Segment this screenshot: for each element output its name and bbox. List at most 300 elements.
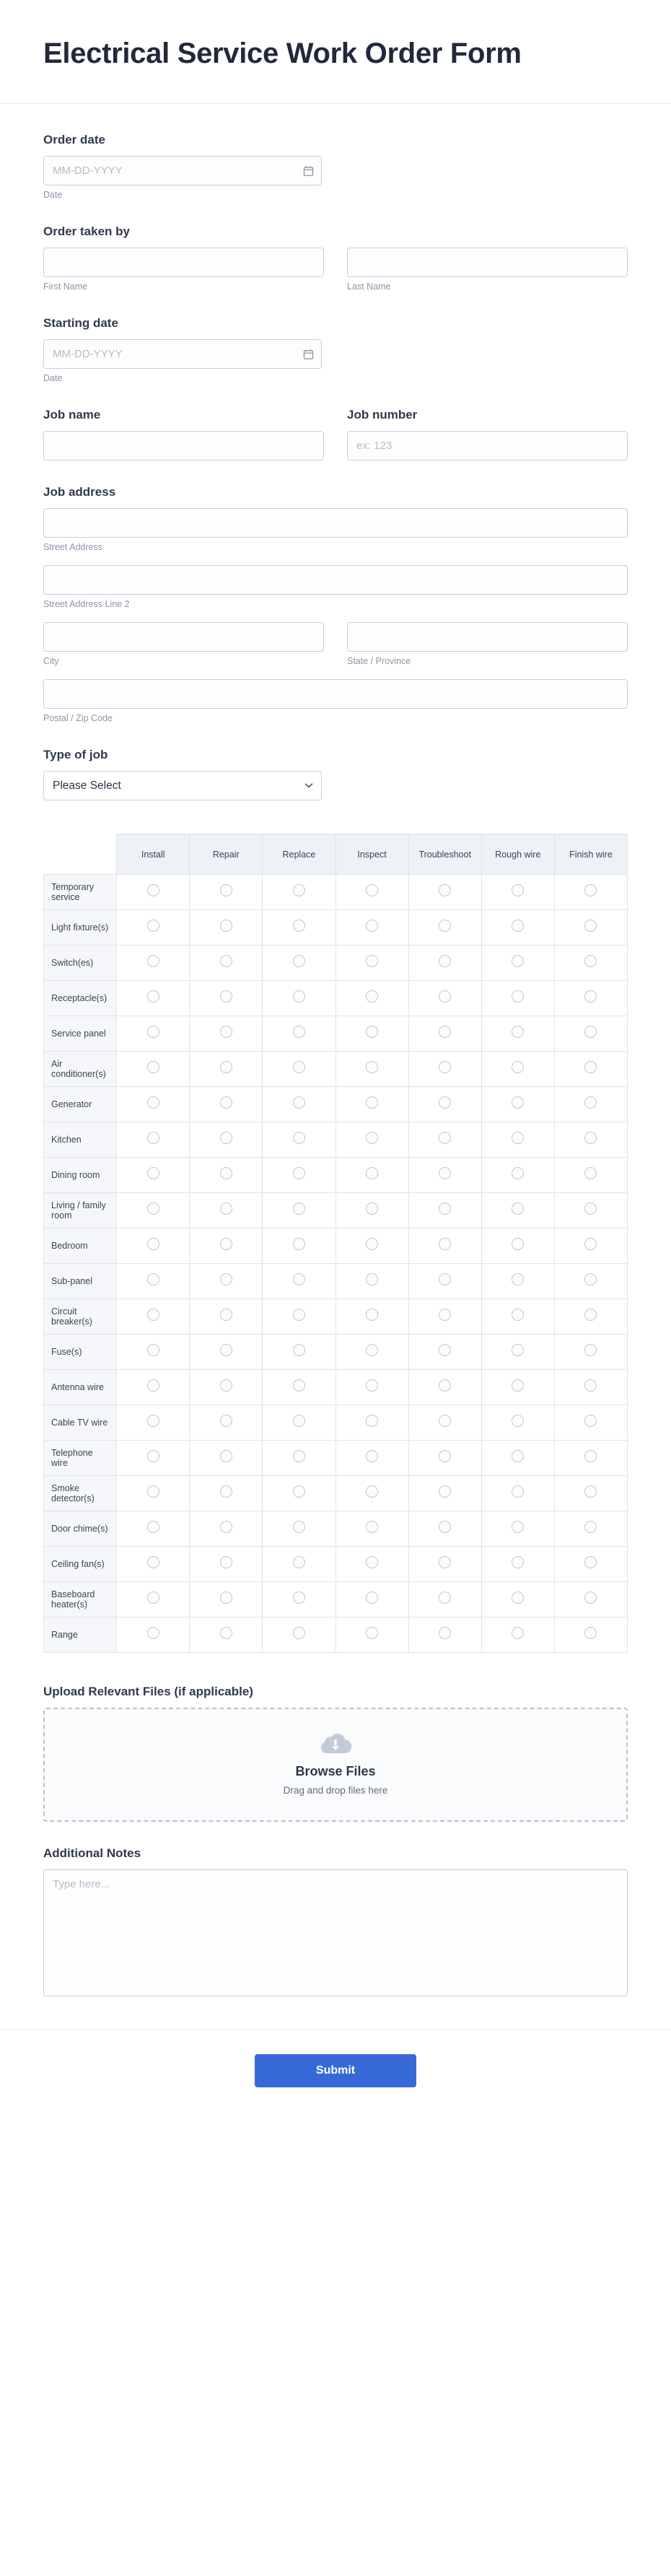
matrix-cell[interactable] <box>190 1299 263 1335</box>
radio-button[interactable] <box>512 1592 524 1604</box>
radio-button[interactable] <box>147 1592 159 1604</box>
additional-notes-textarea[interactable] <box>43 1869 628 1996</box>
matrix-cell[interactable] <box>336 1511 408 1547</box>
radio-button[interactable] <box>220 1450 232 1462</box>
radio-button[interactable] <box>220 1379 232 1392</box>
radio-button[interactable] <box>584 1521 597 1533</box>
matrix-cell[interactable] <box>408 1052 481 1087</box>
matrix-cell[interactable] <box>554 1617 627 1653</box>
matrix-cell[interactable] <box>190 1511 263 1547</box>
matrix-cell[interactable] <box>408 1087 481 1122</box>
radio-button[interactable] <box>366 1238 378 1250</box>
radio-button[interactable] <box>512 1096 524 1109</box>
matrix-cell[interactable] <box>408 1335 481 1370</box>
radio-button[interactable] <box>293 1344 305 1356</box>
radio-button[interactable] <box>293 1061 305 1073</box>
radio-button[interactable] <box>584 1202 597 1215</box>
matrix-cell[interactable] <box>190 1193 263 1228</box>
matrix-cell[interactable] <box>554 1052 627 1087</box>
matrix-cell[interactable] <box>336 1193 408 1228</box>
matrix-cell[interactable] <box>190 1547 263 1582</box>
matrix-cell[interactable] <box>336 1264 408 1299</box>
matrix-cell[interactable] <box>481 1441 554 1476</box>
radio-button[interactable] <box>293 1627 305 1639</box>
radio-button[interactable] <box>584 990 597 1003</box>
matrix-cell[interactable] <box>117 1016 190 1052</box>
matrix-cell[interactable] <box>481 1193 554 1228</box>
radio-button[interactable] <box>512 1415 524 1427</box>
radio-button[interactable] <box>366 1521 378 1533</box>
radio-button[interactable] <box>584 1132 597 1144</box>
matrix-cell[interactable] <box>408 1476 481 1511</box>
matrix-cell[interactable] <box>336 1617 408 1653</box>
radio-button[interactable] <box>147 955 159 967</box>
radio-button[interactable] <box>147 920 159 932</box>
radio-button[interactable] <box>439 1096 451 1109</box>
matrix-cell[interactable] <box>336 1052 408 1087</box>
radio-button[interactable] <box>584 884 597 896</box>
radio-button[interactable] <box>293 955 305 967</box>
first-name-input[interactable] <box>43 248 324 277</box>
matrix-cell[interactable] <box>190 1405 263 1441</box>
matrix-cell[interactable] <box>481 981 554 1016</box>
matrix-cell[interactable] <box>481 1052 554 1087</box>
radio-button[interactable] <box>439 1061 451 1073</box>
radio-button[interactable] <box>584 1485 597 1498</box>
radio-button[interactable] <box>584 1592 597 1604</box>
matrix-cell[interactable] <box>481 946 554 981</box>
radio-button[interactable] <box>512 1556 524 1568</box>
matrix-cell[interactable] <box>481 910 554 946</box>
radio-button[interactable] <box>293 1167 305 1179</box>
matrix-cell[interactable] <box>554 946 627 981</box>
matrix-cell[interactable] <box>554 1582 627 1617</box>
matrix-cell[interactable] <box>117 1370 190 1405</box>
radio-button[interactable] <box>439 990 451 1003</box>
radio-button[interactable] <box>366 920 378 932</box>
matrix-cell[interactable] <box>336 1476 408 1511</box>
radio-button[interactable] <box>366 1592 378 1604</box>
radio-button[interactable] <box>366 1132 378 1144</box>
matrix-cell[interactable] <box>554 981 627 1016</box>
matrix-cell[interactable] <box>481 1264 554 1299</box>
radio-button[interactable] <box>512 884 524 896</box>
matrix-cell[interactable] <box>263 1582 336 1617</box>
matrix-cell[interactable] <box>481 1617 554 1653</box>
radio-button[interactable] <box>147 1485 159 1498</box>
radio-button[interactable] <box>439 1132 451 1144</box>
radio-button[interactable] <box>439 1521 451 1533</box>
radio-button[interactable] <box>293 1132 305 1144</box>
radio-button[interactable] <box>147 1309 159 1321</box>
matrix-cell[interactable] <box>190 1087 263 1122</box>
radio-button[interactable] <box>220 1309 232 1321</box>
radio-button[interactable] <box>293 1238 305 1250</box>
matrix-cell[interactable] <box>117 1087 190 1122</box>
radio-button[interactable] <box>584 1309 597 1321</box>
radio-button[interactable] <box>439 1592 451 1604</box>
radio-button[interactable] <box>439 1415 451 1427</box>
matrix-cell[interactable] <box>481 1405 554 1441</box>
matrix-cell[interactable] <box>117 1335 190 1370</box>
radio-button[interactable] <box>147 1521 159 1533</box>
last-name-input[interactable] <box>347 248 628 277</box>
matrix-cell[interactable] <box>117 1122 190 1158</box>
matrix-cell[interactable] <box>554 1087 627 1122</box>
matrix-cell[interactable] <box>481 1511 554 1547</box>
matrix-cell[interactable] <box>408 1617 481 1653</box>
matrix-cell[interactable] <box>408 1193 481 1228</box>
matrix-cell[interactable] <box>263 1299 336 1335</box>
matrix-cell[interactable] <box>554 1476 627 1511</box>
type-of-job-select[interactable] <box>43 771 322 800</box>
matrix-cell[interactable] <box>263 1441 336 1476</box>
radio-button[interactable] <box>220 1485 232 1498</box>
matrix-cell[interactable] <box>117 1476 190 1511</box>
matrix-cell[interactable] <box>481 1476 554 1511</box>
matrix-cell[interactable] <box>554 1264 627 1299</box>
radio-button[interactable] <box>366 1061 378 1073</box>
matrix-cell[interactable] <box>554 1335 627 1370</box>
radio-button[interactable] <box>220 1415 232 1427</box>
radio-button[interactable] <box>220 1592 232 1604</box>
radio-button[interactable] <box>439 955 451 967</box>
radio-button[interactable] <box>147 884 159 896</box>
radio-button[interactable] <box>293 1450 305 1462</box>
radio-button[interactable] <box>584 1273 597 1285</box>
matrix-cell[interactable] <box>336 1547 408 1582</box>
radio-button[interactable] <box>293 1556 305 1568</box>
radio-button[interactable] <box>512 1167 524 1179</box>
matrix-cell[interactable] <box>554 1511 627 1547</box>
radio-button[interactable] <box>366 1273 378 1285</box>
radio-button[interactable] <box>512 1450 524 1462</box>
radio-button[interactable] <box>512 1521 524 1533</box>
matrix-cell[interactable] <box>263 981 336 1016</box>
matrix-cell[interactable] <box>263 1617 336 1653</box>
matrix-cell[interactable] <box>190 946 263 981</box>
radio-button[interactable] <box>147 1415 159 1427</box>
matrix-cell[interactable] <box>190 1052 263 1087</box>
matrix-cell[interactable] <box>190 910 263 946</box>
radio-button[interactable] <box>220 990 232 1003</box>
radio-button[interactable] <box>293 1379 305 1392</box>
matrix-cell[interactable] <box>336 1016 408 1052</box>
radio-button[interactable] <box>293 1415 305 1427</box>
radio-button[interactable] <box>147 1026 159 1038</box>
matrix-cell[interactable] <box>263 1087 336 1122</box>
radio-button[interactable] <box>512 1485 524 1498</box>
matrix-cell[interactable] <box>554 1370 627 1405</box>
matrix-cell[interactable] <box>190 1370 263 1405</box>
file-dropzone[interactable] <box>43 1708 628 1822</box>
matrix-cell[interactable] <box>408 1547 481 1582</box>
matrix-cell[interactable] <box>117 1228 190 1264</box>
street-address-input[interactable] <box>43 508 628 538</box>
matrix-cell[interactable] <box>263 910 336 946</box>
radio-button[interactable] <box>366 1202 378 1215</box>
matrix-cell[interactable] <box>408 1299 481 1335</box>
radio-button[interactable] <box>584 1627 597 1639</box>
radio-button[interactable] <box>147 1344 159 1356</box>
radio-button[interactable] <box>512 1309 524 1321</box>
radio-button[interactable] <box>147 1132 159 1144</box>
radio-button[interactable] <box>220 1132 232 1144</box>
order-date-input[interactable] <box>43 156 322 185</box>
matrix-cell[interactable] <box>408 910 481 946</box>
radio-button[interactable] <box>293 1485 305 1498</box>
matrix-cell[interactable] <box>481 1370 554 1405</box>
matrix-cell[interactable] <box>190 1158 263 1193</box>
radio-button[interactable] <box>366 1026 378 1038</box>
radio-button[interactable] <box>147 1627 159 1639</box>
radio-button[interactable] <box>512 1202 524 1215</box>
radio-button[interactable] <box>366 884 378 896</box>
matrix-cell[interactable] <box>408 1122 481 1158</box>
matrix-cell[interactable] <box>408 1441 481 1476</box>
matrix-cell[interactable] <box>481 1547 554 1582</box>
street-address-2-input[interactable] <box>43 565 628 595</box>
city-input[interactable] <box>43 622 324 652</box>
matrix-cell[interactable] <box>190 1617 263 1653</box>
matrix-cell[interactable] <box>263 946 336 981</box>
matrix-cell[interactable] <box>190 875 263 910</box>
postal-code-input[interactable] <box>43 679 628 709</box>
matrix-cell[interactable] <box>117 1617 190 1653</box>
radio-button[interactable] <box>366 1096 378 1109</box>
radio-button[interactable] <box>439 1238 451 1250</box>
matrix-cell[interactable] <box>117 1547 190 1582</box>
radio-button[interactable] <box>512 1238 524 1250</box>
radio-button[interactable] <box>147 1202 159 1215</box>
calendar-icon[interactable] <box>303 349 314 359</box>
matrix-cell[interactable] <box>336 981 408 1016</box>
radio-button[interactable] <box>439 1167 451 1179</box>
matrix-cell[interactable] <box>481 1335 554 1370</box>
radio-button[interactable] <box>293 1309 305 1321</box>
radio-button[interactable] <box>439 920 451 932</box>
matrix-cell[interactable] <box>408 946 481 981</box>
radio-button[interactable] <box>512 955 524 967</box>
matrix-cell[interactable] <box>190 1228 263 1264</box>
matrix-cell[interactable] <box>190 1441 263 1476</box>
radio-button[interactable] <box>220 1026 232 1038</box>
radio-button[interactable] <box>584 1096 597 1109</box>
matrix-cell[interactable] <box>117 1441 190 1476</box>
matrix-cell[interactable] <box>263 1476 336 1511</box>
matrix-cell[interactable] <box>408 1264 481 1299</box>
radio-button[interactable] <box>147 1556 159 1568</box>
matrix-cell[interactable] <box>481 1299 554 1335</box>
radio-button[interactable] <box>220 1344 232 1356</box>
radio-button[interactable] <box>147 1238 159 1250</box>
matrix-cell[interactable] <box>408 1228 481 1264</box>
radio-button[interactable] <box>220 1061 232 1073</box>
matrix-cell[interactable] <box>554 910 627 946</box>
radio-button[interactable] <box>584 1344 597 1356</box>
matrix-cell[interactable] <box>336 1370 408 1405</box>
matrix-cell[interactable] <box>408 1016 481 1052</box>
matrix-cell[interactable] <box>336 946 408 981</box>
radio-button[interactable] <box>147 1450 159 1462</box>
job-name-input[interactable] <box>43 431 324 460</box>
radio-button[interactable] <box>584 1556 597 1568</box>
matrix-cell[interactable] <box>336 1158 408 1193</box>
matrix-cell[interactable] <box>408 981 481 1016</box>
submit-button[interactable]: Submit <box>255 2054 416 2087</box>
radio-button[interactable] <box>584 1167 597 1179</box>
radio-button[interactable] <box>293 1202 305 1215</box>
matrix-cell[interactable] <box>336 1122 408 1158</box>
matrix-cell[interactable] <box>336 1582 408 1617</box>
matrix-cell[interactable] <box>481 1582 554 1617</box>
job-number-input[interactable] <box>347 431 628 460</box>
radio-button[interactable] <box>220 1556 232 1568</box>
matrix-cell[interactable] <box>117 910 190 946</box>
radio-button[interactable] <box>584 1061 597 1073</box>
matrix-cell[interactable] <box>263 1016 336 1052</box>
matrix-cell[interactable] <box>408 1405 481 1441</box>
matrix-cell[interactable] <box>263 1122 336 1158</box>
matrix-cell[interactable] <box>408 1582 481 1617</box>
matrix-cell[interactable] <box>481 1228 554 1264</box>
matrix-cell[interactable] <box>554 1016 627 1052</box>
matrix-cell[interactable] <box>263 1193 336 1228</box>
matrix-cell[interactable] <box>117 1193 190 1228</box>
matrix-cell[interactable] <box>117 1582 190 1617</box>
matrix-cell[interactable] <box>336 1441 408 1476</box>
matrix-cell[interactable] <box>263 1370 336 1405</box>
radio-button[interactable] <box>584 1026 597 1038</box>
matrix-cell[interactable] <box>481 1087 554 1122</box>
radio-button[interactable] <box>220 1202 232 1215</box>
matrix-cell[interactable] <box>190 1476 263 1511</box>
matrix-cell[interactable] <box>117 1264 190 1299</box>
matrix-cell[interactable] <box>336 1405 408 1441</box>
radio-button[interactable] <box>293 1521 305 1533</box>
radio-button[interactable] <box>439 1309 451 1321</box>
matrix-cell[interactable] <box>336 1087 408 1122</box>
radio-button[interactable] <box>220 1238 232 1250</box>
matrix-cell[interactable] <box>263 1052 336 1087</box>
radio-button[interactable] <box>512 990 524 1003</box>
matrix-cell[interactable] <box>117 1158 190 1193</box>
matrix-cell[interactable] <box>117 1299 190 1335</box>
radio-button[interactable] <box>366 990 378 1003</box>
matrix-cell[interactable] <box>263 1547 336 1582</box>
radio-button[interactable] <box>512 1273 524 1285</box>
radio-button[interactable] <box>439 1485 451 1498</box>
matrix-cell[interactable] <box>481 1158 554 1193</box>
radio-button[interactable] <box>439 1273 451 1285</box>
radio-button[interactable] <box>147 1096 159 1109</box>
radio-button[interactable] <box>293 1273 305 1285</box>
radio-button[interactable] <box>439 1627 451 1639</box>
radio-button[interactable] <box>220 1273 232 1285</box>
matrix-cell[interactable] <box>190 1264 263 1299</box>
radio-button[interactable] <box>439 1379 451 1392</box>
calendar-icon[interactable] <box>303 165 314 176</box>
radio-button[interactable] <box>512 1627 524 1639</box>
browse-files-button[interactable]: Browse Files <box>295 1764 376 1778</box>
matrix-cell[interactable] <box>263 1264 336 1299</box>
matrix-cell[interactable] <box>117 946 190 981</box>
matrix-cell[interactable] <box>336 1335 408 1370</box>
radio-button[interactable] <box>512 1026 524 1038</box>
matrix-cell[interactable] <box>336 1228 408 1264</box>
radio-button[interactable] <box>366 1450 378 1462</box>
radio-button[interactable] <box>366 1627 378 1639</box>
matrix-cell[interactable] <box>190 1122 263 1158</box>
radio-button[interactable] <box>584 955 597 967</box>
matrix-cell[interactable] <box>336 910 408 946</box>
matrix-cell[interactable] <box>263 1228 336 1264</box>
radio-button[interactable] <box>293 1026 305 1038</box>
matrix-cell[interactable] <box>554 1193 627 1228</box>
radio-button[interactable] <box>584 1450 597 1462</box>
radio-button[interactable] <box>584 1415 597 1427</box>
radio-button[interactable] <box>439 1450 451 1462</box>
matrix-cell[interactable] <box>117 875 190 910</box>
radio-button[interactable] <box>439 1344 451 1356</box>
radio-button[interactable] <box>439 1556 451 1568</box>
matrix-cell[interactable] <box>263 1335 336 1370</box>
radio-button[interactable] <box>366 955 378 967</box>
radio-button[interactable] <box>220 1096 232 1109</box>
matrix-cell[interactable] <box>336 875 408 910</box>
radio-button[interactable] <box>512 1061 524 1073</box>
radio-button[interactable] <box>439 1202 451 1215</box>
matrix-cell[interactable] <box>190 1582 263 1617</box>
matrix-cell[interactable] <box>554 1158 627 1193</box>
matrix-cell[interactable] <box>336 1299 408 1335</box>
radio-button[interactable] <box>366 1309 378 1321</box>
matrix-cell[interactable] <box>117 1052 190 1087</box>
radio-button[interactable] <box>584 1238 597 1250</box>
matrix-cell[interactable] <box>190 981 263 1016</box>
radio-button[interactable] <box>512 1379 524 1392</box>
radio-button[interactable] <box>220 1521 232 1533</box>
matrix-cell[interactable] <box>481 1122 554 1158</box>
radio-button[interactable] <box>366 1379 378 1392</box>
radio-button[interactable] <box>293 990 305 1003</box>
radio-button[interactable] <box>220 1167 232 1179</box>
matrix-cell[interactable] <box>117 981 190 1016</box>
matrix-cell[interactable] <box>554 1405 627 1441</box>
radio-button[interactable] <box>220 955 232 967</box>
matrix-cell[interactable] <box>408 1511 481 1547</box>
radio-button[interactable] <box>512 1132 524 1144</box>
matrix-cell[interactable] <box>554 1441 627 1476</box>
radio-button[interactable] <box>220 920 232 932</box>
matrix-cell[interactable] <box>190 1016 263 1052</box>
matrix-cell[interactable] <box>554 1122 627 1158</box>
radio-button[interactable] <box>147 990 159 1003</box>
matrix-cell[interactable] <box>554 875 627 910</box>
radio-button[interactable] <box>439 1026 451 1038</box>
radio-button[interactable] <box>293 884 305 896</box>
radio-button[interactable] <box>220 884 232 896</box>
radio-button[interactable] <box>584 920 597 932</box>
matrix-cell[interactable] <box>554 1228 627 1264</box>
matrix-cell[interactable] <box>263 1405 336 1441</box>
radio-button[interactable] <box>512 920 524 932</box>
matrix-cell[interactable] <box>408 1158 481 1193</box>
radio-button[interactable] <box>366 1556 378 1568</box>
matrix-cell[interactable] <box>554 1547 627 1582</box>
radio-button[interactable] <box>366 1344 378 1356</box>
radio-button[interactable] <box>147 1167 159 1179</box>
